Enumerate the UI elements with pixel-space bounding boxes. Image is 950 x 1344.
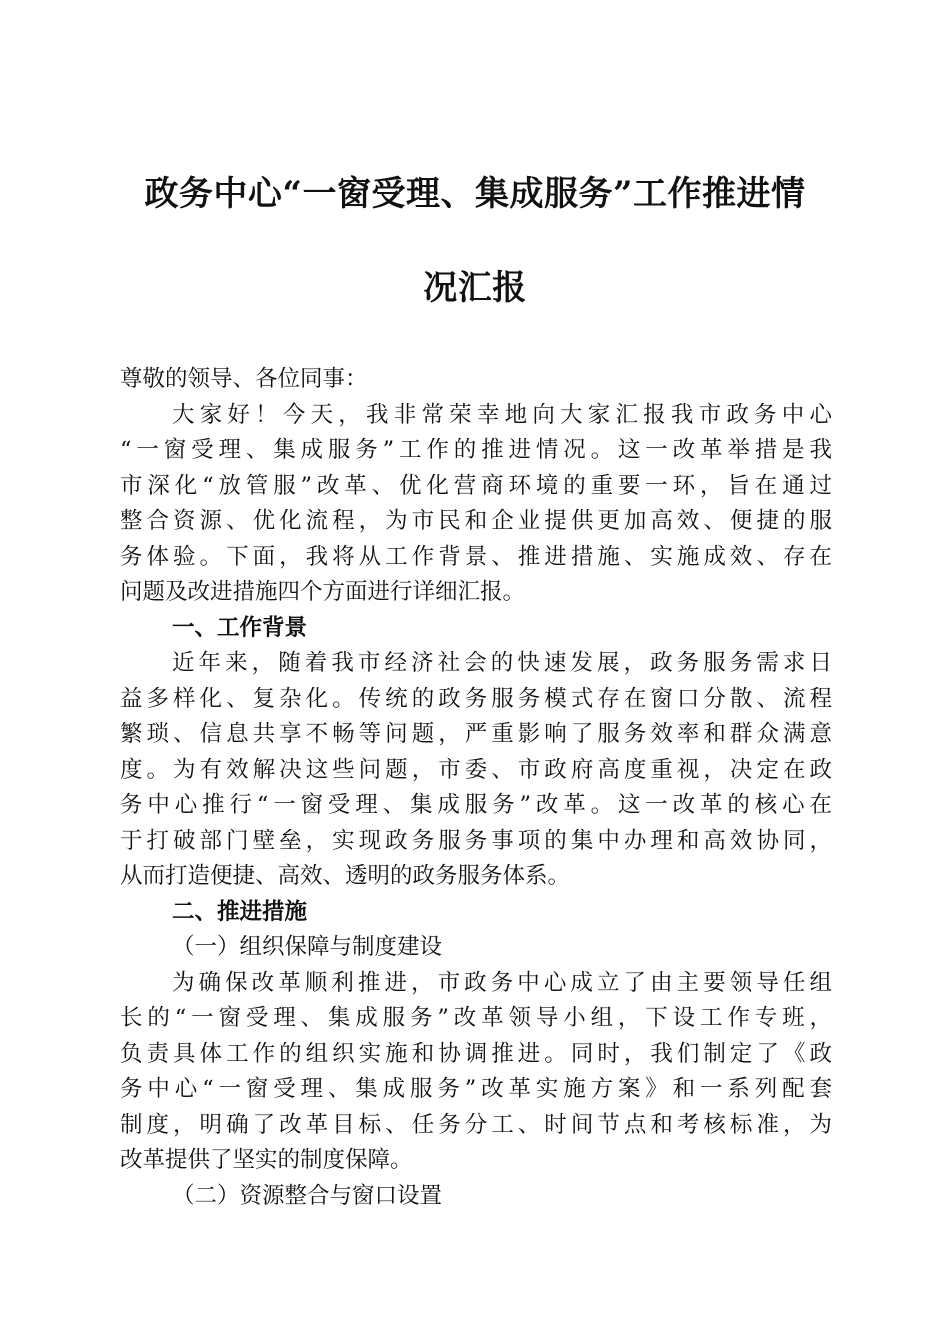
section-heading-background: 一、工作背景 — [172, 614, 308, 641]
organization-line: 负责具体工作的组织实施和协调推进。同时，我们制定了《政 — [120, 1040, 832, 1067]
document-title-line-1: 政务中心“一窗受理、集成服务”工作推进情 — [144, 174, 806, 214]
document-body — [120, 362, 832, 1214]
document-title-line-2: 况汇报 — [423, 268, 527, 308]
intro-line: 务体验。下面，我将从工作背景、推进措施、实施成效、存在 — [120, 543, 832, 570]
section-heading-measures: 二、推进措施 — [172, 898, 308, 925]
intro-line: “一窗受理、集成服务”工作的推进情况。这一改革举措是我 — [120, 437, 832, 463]
organization-line: 制度，明确了改革目标、任务分工、时间节点和考核标准，为 — [120, 1111, 832, 1138]
background-line: 近年来，随着我市经济社会的快速发展，政务服务需求日 — [172, 650, 832, 676]
background-line: 益多样化、复杂化。传统的政务服务模式存在窗口分散、流程 — [120, 685, 832, 712]
background-line: 繁琐、信息共享不畅等问题，严重影响了服务效率和群众满意 — [120, 721, 832, 747]
background-line: 务中心推行“一窗受理、集成服务”改革。这一改革的核心在 — [120, 792, 832, 818]
intro-line: 大家好！今天，我非常荣幸地向大家汇报我市政务中心 — [172, 401, 832, 428]
background-line: 从而打造便捷、高效、透明的政务服务体系。 — [120, 863, 571, 889]
intro-line: 问题及改进措施四个方面进行详细汇报。 — [120, 579, 526, 605]
organization-line: 改革提供了坚实的制度保障。 — [120, 1147, 413, 1173]
subsection-heading-resources: （二）资源整合与窗口设置 — [172, 1182, 443, 1209]
organization-line: 为确保改革顺利推进，市政务中心成立了由主要领导任组 — [172, 969, 832, 996]
subsection-heading-organization: （一）组织保障与制度建设 — [172, 934, 443, 960]
intro-line: 市深化“放管服”改革、优化营商环境的重要一环，旨在通过 — [120, 472, 832, 499]
organization-line: 务中心“一窗受理、集成服务”改革实施方案》和一系列配套 — [120, 1076, 832, 1102]
background-line: 度。为有效解决这些问题，市委、市政府高度重视，决定在政 — [120, 756, 832, 783]
organization-line: 长的“一窗受理、集成服务”改革领导小组，下设工作专班， — [120, 1005, 832, 1031]
intro-line: 整合资源、优化流程，为市民和企业提供更加高效、便捷的服 — [120, 508, 832, 534]
greeting: 尊敬的领导、各位同事： — [120, 366, 368, 392]
background-line: 于打破部门壁垒，实现政务服务事项的集中办理和高效协同， — [120, 827, 832, 854]
